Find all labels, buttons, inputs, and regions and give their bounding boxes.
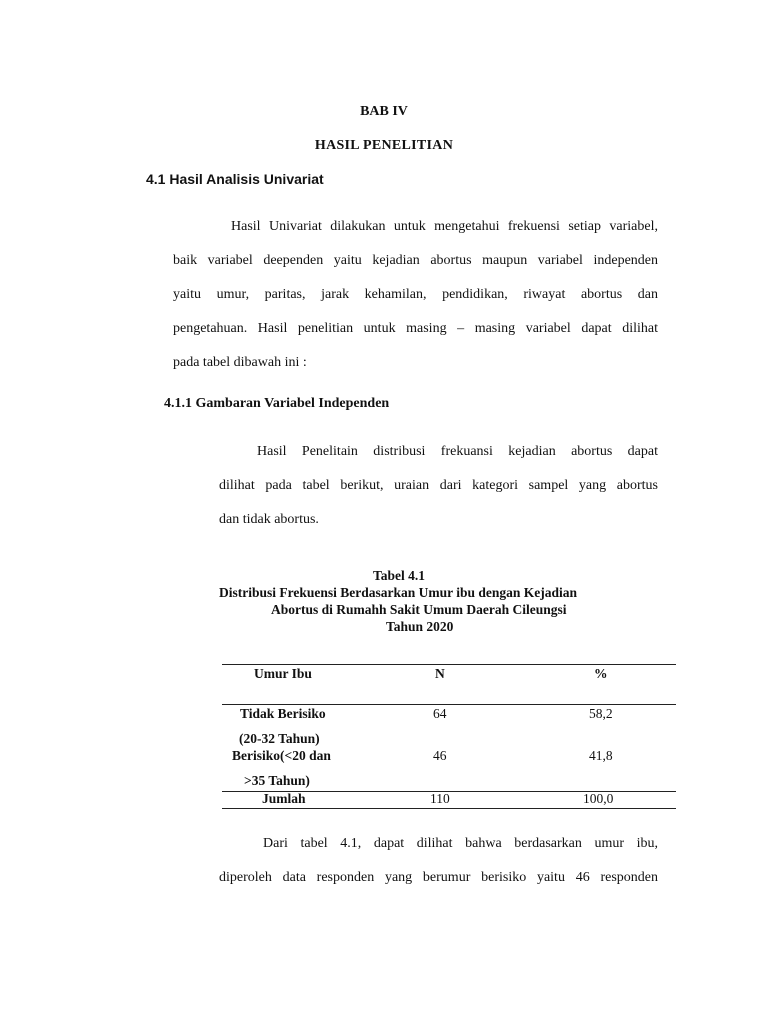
closing-paragraph	[219, 827, 658, 895]
table-header-rule	[222, 704, 676, 705]
table-row-label: >35 Tahun)	[244, 773, 310, 788]
paragraph-line: dan tidak abortus.	[219, 512, 319, 527]
paragraph-line: diperoleh data responden yang berumur berisiko yaitu 46 responden	[219, 870, 658, 885]
table-header-n: N	[435, 666, 445, 681]
paragraph-line: yaitu umur, paritas, jarak kehamilan, pendidikan, riwayat abortus dan	[173, 287, 658, 302]
table-label: Tabel 4.1	[373, 568, 426, 583]
subsection-paragraph	[219, 435, 658, 537]
table-row-percent: 41,8	[589, 748, 613, 763]
table-row-n: 46	[433, 748, 447, 763]
table-row-label: (20-32 Tahun)	[239, 731, 320, 746]
table-total-percent: 100,0	[583, 791, 614, 806]
paragraph-line: pengetahuan. Hasil penelitian untuk masing – masing variabel dapat dilihat	[173, 321, 658, 336]
table-caption-line: Distribusi Frekuensi Berdasarkan Umur ibu dengan Kejadian	[219, 585, 578, 600]
table-row-percent: 58,2	[589, 706, 613, 721]
table-row-n: 64	[433, 706, 447, 721]
paragraph-line: baik variabel deependen yaitu kejadian abortus maupun variabel independen	[173, 253, 658, 268]
chapter-title: HASIL PENELITIAN	[314, 138, 454, 153]
table-bottom-rule	[222, 808, 676, 809]
table-header-percent: %	[594, 666, 608, 681]
table-caption-line: Abortus di Rumahh Sakit Umum Daerah Cileungsi	[271, 602, 567, 617]
section-heading: 4.1 Hasil Analisis Univariat	[146, 171, 324, 187]
paragraph-line: pada tabel dibawah ini :	[173, 355, 307, 370]
table-row-label: Berisiko(<20 dan	[232, 748, 331, 763]
paragraph-line: dilihat pada tabel berikut, uraian dari kategori sampel yang abortus	[219, 478, 658, 493]
subsection-heading: 4.1.1 Gambaran Variabel Independen	[164, 396, 390, 411]
paragraph-line: Dari tabel 4.1, dapat dilihat bahwa berdasarkan umur ibu,	[263, 836, 658, 851]
table-top-rule	[222, 664, 676, 665]
table-row-label: Tidak Berisiko	[240, 706, 326, 721]
table-caption-line: Tahun 2020	[386, 619, 454, 634]
chapter-number: BAB IV	[360, 104, 408, 119]
table-total-label: Jumlah	[262, 791, 306, 806]
paragraph-line: Hasil Univariat dilakukan untuk mengetahui frekuensi setiap variabel,	[231, 219, 658, 234]
table-total-n: 110	[430, 791, 450, 806]
table-header-umur: Umur Ibu	[254, 666, 312, 681]
section-paragraph	[173, 210, 658, 380]
paragraph-line: Hasil Penelitain distribusi frekuansi kejadian abortus dapat	[257, 444, 658, 459]
